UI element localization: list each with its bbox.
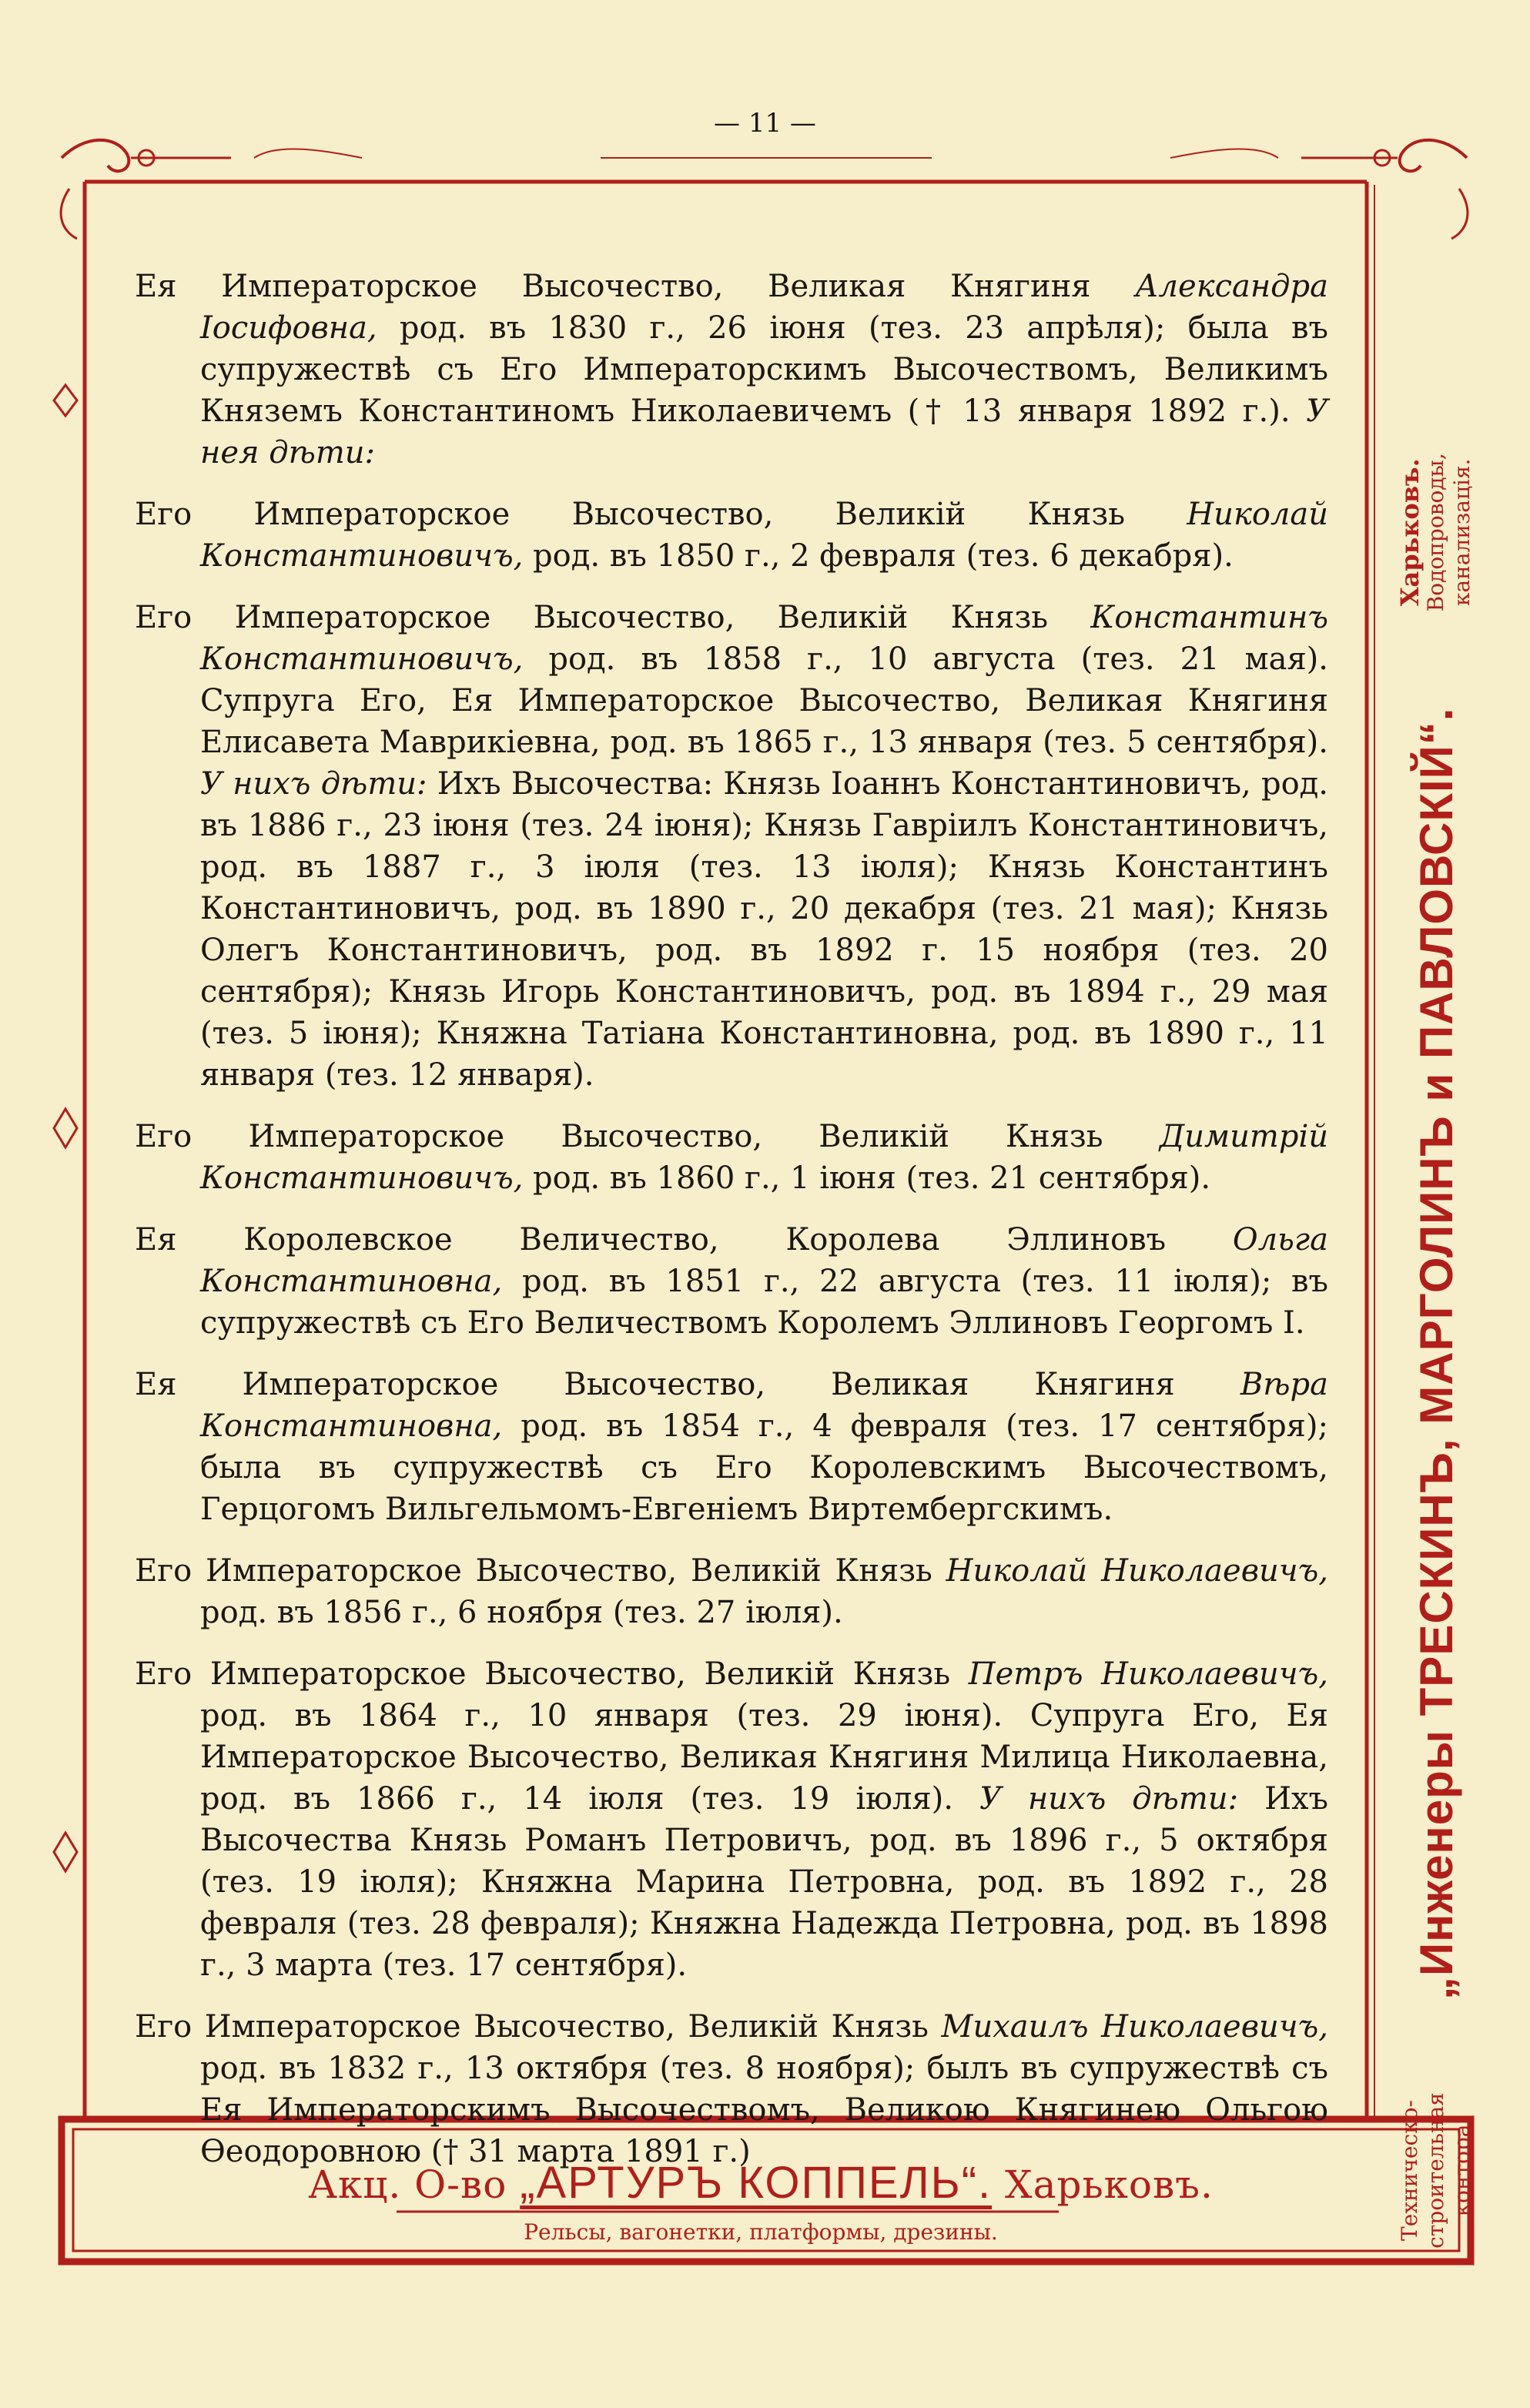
entry-name: Ольга Константиновна, (200, 1222, 1328, 1299)
entry-alexandra (135, 266, 1328, 474)
side-advertisement (1382, 385, 1490, 2310)
side-ad-left-line1: Техническо-строительная (1397, 2092, 1448, 2249)
bottom-ad-tagline: Рельсы, вагонетки, платформы, дрезины. (524, 2219, 998, 2245)
genealogy-list (135, 266, 1328, 2192)
entry-text: род. въ 1854 г., 4 февраля (тез. 17 сентября); была въ супружествѣ съ Его Королевскимъ Высочествомъ, Герцогомъ Вильгельмомъ-Евгеніемъ Виртембергскимъ. (200, 1408, 1328, 1527)
entry-children-label: У нихъ дѣти: (979, 1781, 1239, 1817)
entry-children-text: Ихъ Высочества: Князь Іоаннъ Константиновичъ, род. въ 1886 г., 23 іюня (тез. 24 іюня); Князь Гавріилъ Константиновичъ, род. въ 1887 г., 3 іюля (тез. 13 іюля); Князь Константинъ Константиновичъ, род. въ 1890 г., 20 декабря (тез. 21 мая); Князь Олегъ Константиновичъ, род. въ 1892 г. 15 ноября (тез. 20 сентября); Князь Игорь Константиновичъ, род. въ 1894 г., 29 мая (тез. 5 іюня); Княжна Татіана Константиновна, род. въ 1890 г., 11 января (тез. 12 января). (200, 766, 1328, 1093)
bottom-ad-headline (68, 2157, 1454, 2209)
entry-name: Петръ Николаевичъ, (968, 1656, 1328, 1692)
entry-name: Вѣра Константиновна, (200, 1367, 1328, 1444)
entry-children-text: Ихъ Высочества Князь Романъ Петровичъ, род. въ 1896 г., 5 октября (тез. 19 іюля); Княжна Марина Петровна, род. въ 1892 г., 28 февраля (тез. 28 февраля); Княжна Надежда Петровна, род. въ 1898 г., 3 марта (тез. 17 сентября). (200, 1781, 1328, 1983)
entry-name: Николай Николаевичъ, (946, 1553, 1329, 1589)
entry-olga-k (135, 1219, 1328, 1344)
entry-name: Александра Іосифовна, (200, 269, 1328, 346)
entry-text: род. въ 1860 г., 1 іюня (тез. 21 сентября). (523, 1160, 1211, 1196)
entry-name: Константинъ Константиновичъ, (200, 600, 1328, 677)
side-ad-services: Водопроводы, канализація. (1423, 453, 1475, 612)
entry-text: род. въ 1858 г., 10 августа (тез. 21 мая). Супруга Его, Ея Императорское Высочество, Великая Княгиня Елисавета Маврикіевна, род. въ 1865 г., 13 января (тез. 5 сентября). (200, 641, 1328, 760)
bottom-ad-prefix: Акц. О-во (308, 2162, 521, 2207)
side-ad-left-line2: контора (1449, 2124, 1475, 2217)
entry-text: род. въ 1850 г., 2 февраля (тез. 6 декабря). (523, 538, 1234, 574)
entry-text: род. въ 1864 г., 10 января (тез. 29 іюня). Супруга Его, Ея Императорское Высочество, Великая Княгиня Милица Николаевна, род. въ 1866 г., 14 іюля (тез. 19 іюля). (200, 1698, 1328, 1817)
entry-title: Его Императорское Высочество, Великій Князь (135, 1119, 1160, 1154)
side-ad-firm-name: „Инженеры ТРЕСКИНЪ, МАРГОЛИНЪ и ПАВЛОВСКІЙ“. (1410, 707, 1462, 2000)
entry-title: Его Императорское Высочество, Великій Князь (135, 600, 1091, 635)
entry-name: Михаилъ Николаевичъ, (941, 2009, 1328, 2045)
entry-konstantin-k (135, 597, 1328, 1096)
bottom-advertisement (68, 2123, 1454, 2254)
entry-title: Ея Королевское Величество, Королева Эллиновъ (135, 1222, 1233, 1258)
entry-text: род. въ 1856 г., 6 ноября (тез. 27 іюля). (200, 1595, 843, 1630)
entry-title: Ея Императорское Высочество, Великая Княгиня (135, 269, 1136, 304)
entry-title: Его Императорское Высочество, Великій Князь (135, 497, 1187, 532)
entry-dimitri-k (135, 1116, 1328, 1199)
entry-petr-n (135, 1653, 1328, 1986)
entry-name: Димитрій Константиновичъ, (200, 1119, 1328, 1196)
page-number: — 11 — (714, 108, 816, 139)
entry-title: Ея Императорское Высочество, Великая Княгиня (135, 1367, 1240, 1402)
entry-nikolai-k (135, 494, 1328, 577)
entry-children-label: У нея дѣти: (200, 394, 1328, 471)
bottom-ad-firm: „АРТУРЪ КОППЕЛЬ“. (520, 2158, 993, 2208)
entry-text: род. въ 1851 г., 22 августа (тез. 11 іюля); въ супружествѣ съ Его Величествомъ Королемъ Эллиновъ Георгомъ I. (200, 1264, 1328, 1341)
entry-title: Его Императорское Высочество, Великій Князь (135, 1656, 969, 1692)
entry-text: род. въ 1832 г., 13 октября (тез. 8 ноября); былъ въ супружествѣ съ Ея Императорскимъ Высочествомъ, Великою Княгинею Ольгою Ѳеодоровною († 31 марта 1891 г.) (200, 2051, 1328, 2169)
side-ad-right (1397, 385, 1475, 680)
entry-children-label: У нихъ дѣти: (200, 766, 427, 802)
side-ad-city: Харьковъ. (1395, 458, 1425, 607)
entry-name: Николай Константиновичъ, (200, 497, 1328, 574)
entry-title: Его Императорское Высочество, Великій Князь (135, 2009, 942, 2045)
entry-title: Его Императорское Высочество, Великій Князь (135, 1553, 946, 1589)
bottom-ad-city: Харьковъ. (992, 2162, 1214, 2207)
entry-nikolai-n (135, 1550, 1328, 1633)
entry-text: род. въ 1830 г., 26 іюня (тез. 23 апрѣля); была въ супружествѣ съ Его Императорскимъ Высочествомъ, Великимъ Княземъ Константиномъ Николаевичемъ († 13 января 1892 г.). (200, 310, 1328, 429)
entry-vera-k (135, 1364, 1328, 1530)
